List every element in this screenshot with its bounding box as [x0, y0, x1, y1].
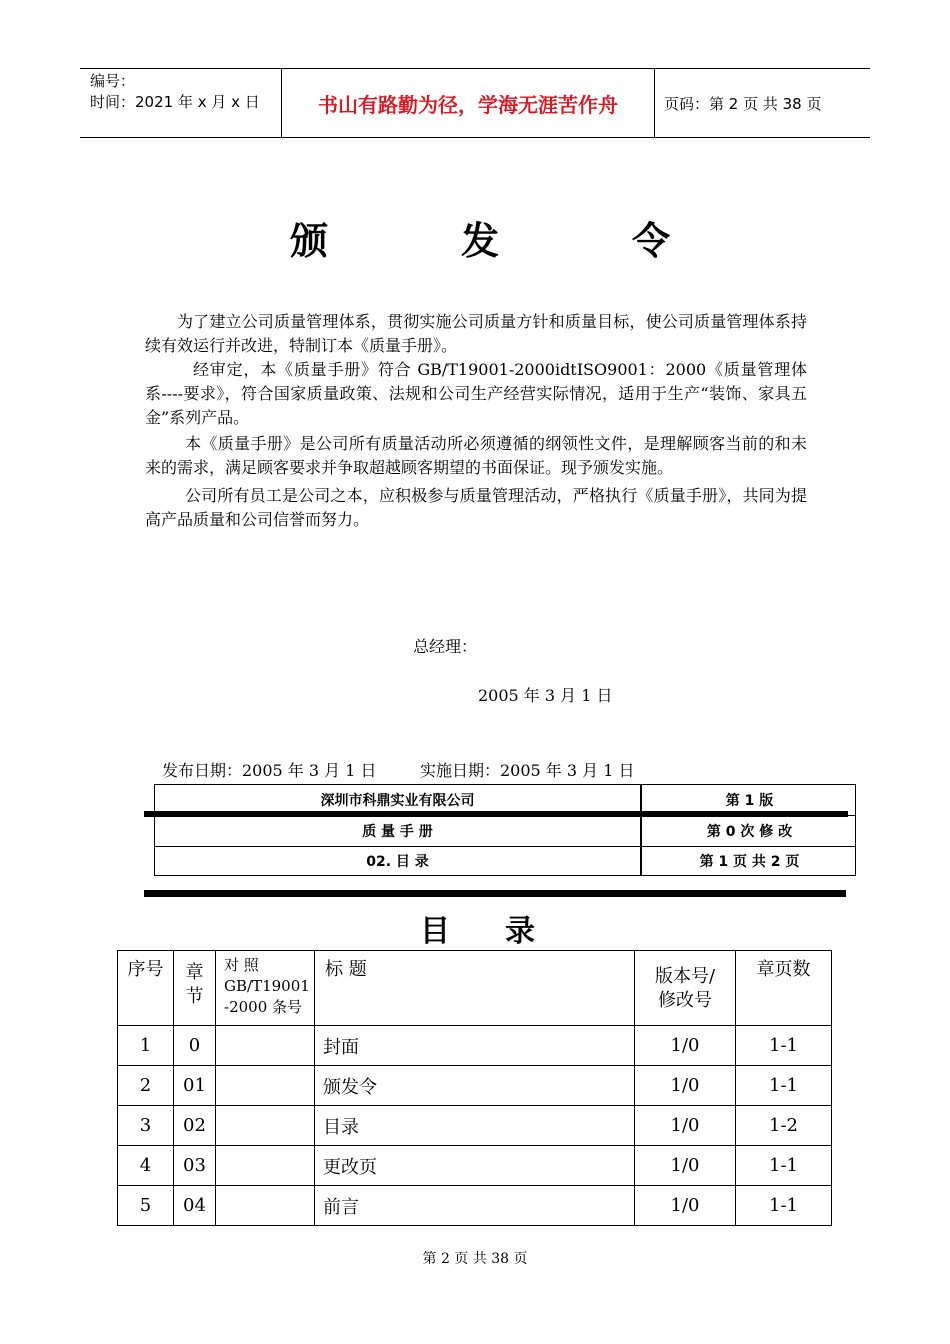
- ref-header-line: GB/T19001: [224, 977, 310, 995]
- signer-label: 总经理：: [413, 637, 478, 656]
- chapter-header-line: 节: [185, 986, 204, 1007]
- seq-cell: 5: [118, 1186, 174, 1226]
- title-cell: 颁发令: [315, 1066, 635, 1106]
- seq-cell: 2: [118, 1066, 174, 1106]
- toc-header-row: [118, 951, 832, 1026]
- version-cell: 1/0: [635, 1106, 736, 1146]
- title-cell: 目录: [315, 1106, 635, 1146]
- decree-paragraph: 经审定，本《质量手册》符合 GB/T19001-2000idtISO9001：2000《质量管理体系----要求》，符合国家质量政策、法规和公司生产经营实际情况，适用于生产“装饰、家具五金”系列产品。: [145, 360, 807, 427]
- decree-paragraph: 本《质量手册》是公司所有质量活动所必须遵循的纲领性文件，是理解顾客当前的和未来的需求，满足顾客要求并争取超越顾客期望的书面保证。现予颁发实施。: [145, 434, 807, 477]
- toc-title-char: 目: [420, 914, 450, 949]
- title-header-text: 标 题: [325, 959, 367, 980]
- pages-label: 第 1 页 共 2 页: [640, 847, 857, 875]
- edition-label: 第 1 版: [640, 785, 857, 815]
- ref-header: [216, 951, 315, 1026]
- chapter-cell: 0: [174, 1026, 216, 1066]
- pages-cell: 1-2: [736, 1106, 832, 1146]
- chapter-cell: 02: [174, 1106, 216, 1146]
- chapter-cell: 03: [174, 1146, 216, 1186]
- ref-cell: [216, 1026, 315, 1066]
- decree-title-char: 颁: [290, 219, 329, 263]
- control-row: [155, 816, 855, 847]
- pages-cell: 1-1: [736, 1186, 832, 1226]
- ref-cell: [216, 1106, 315, 1146]
- header-page-info: 页码：第 2 页 共 38 页: [664, 94, 822, 113]
- section-label: 02. 目 录: [366, 854, 429, 870]
- company-name: 深圳市科鼎实业有限公司: [320, 793, 475, 809]
- pages-cell: 1-1: [736, 1026, 832, 1066]
- title-header: [315, 951, 635, 1026]
- decree-paragraph: 公司所有员工是公司之本，应积极参与质量管理活动，严格执行《质量手册》，共同为提高产品质量和公司信誉而努力。: [145, 486, 807, 529]
- revision-label: 第 0 次 修 改: [640, 816, 857, 846]
- title-cell: 封面: [315, 1026, 635, 1066]
- version-header: [635, 951, 736, 1026]
- manual-label: 质 量 手 册: [362, 824, 433, 840]
- version-cell: 1/0: [635, 1146, 736, 1186]
- pages-header-text: 章页数: [756, 959, 811, 980]
- title-cell: 前言: [315, 1186, 635, 1226]
- title-cell: 更改页: [315, 1146, 635, 1186]
- table-row: [118, 1026, 832, 1066]
- table-row: [118, 1146, 832, 1186]
- document-control-table: [154, 784, 856, 876]
- chapter-header-line: 章: [185, 962, 204, 983]
- effective-date: 实施日期：2005 年 3 月 1 日: [420, 761, 635, 780]
- pages-cell: 1-1: [736, 1066, 832, 1106]
- decree-title-char: 令: [631, 219, 670, 263]
- page-header: [80, 68, 870, 138]
- header-motto: 书山有路勤为径，学海无涯苦作舟: [281, 69, 655, 137]
- version-cell: 1/0: [635, 1186, 736, 1226]
- pages-cell: 1-1: [736, 1146, 832, 1186]
- number-label: 编号：: [90, 72, 136, 90]
- header-meta: [80, 69, 280, 137]
- version-cell: 1/0: [635, 1066, 736, 1106]
- time-label: 时间：2021 年 x 月 x 日: [90, 93, 260, 111]
- issue-date: 发布日期：2005 年 3 月 1 日: [162, 761, 377, 780]
- divider: [144, 811, 848, 817]
- toc-title: [420, 906, 535, 950]
- seq-cell: 4: [118, 1146, 174, 1186]
- table-row: [118, 1186, 832, 1226]
- decree-title-char: 发: [460, 219, 499, 263]
- seq-header: [118, 951, 174, 1026]
- toc-title-char: 录: [505, 914, 535, 949]
- ref-header-line: 对 照: [224, 956, 259, 974]
- chapter-cell: 04: [174, 1186, 216, 1226]
- decree-title: [290, 210, 670, 265]
- pages-header: [736, 951, 832, 1026]
- ref-cell: [216, 1186, 315, 1226]
- toc-table: [117, 950, 832, 1226]
- seq-header-text: 序号: [127, 959, 164, 980]
- ref-cell: [216, 1066, 315, 1106]
- ref-header-line: -2000 条号: [224, 998, 303, 1016]
- version-header-line: 修改号: [658, 990, 712, 1011]
- seq-cell: 1: [118, 1026, 174, 1066]
- page-footer: 第 2 页 共 38 页: [422, 1251, 528, 1267]
- decree-paragraph: 为了建立公司质量管理体系，贯彻实施公司质量方针和质量目标，使公司质量管理体系持续有效运行并改进，特制订本《质量手册》。: [145, 312, 807, 355]
- table-row: [118, 1066, 832, 1106]
- divider: [144, 890, 846, 897]
- version-cell: 1/0: [635, 1026, 736, 1066]
- version-header-line: 版本号/: [654, 966, 716, 987]
- decree-date: 2005 年 3 月 1 日: [478, 686, 613, 705]
- ref-cell: [216, 1146, 315, 1186]
- control-row: [155, 847, 855, 875]
- chapter-cell: 01: [174, 1066, 216, 1106]
- seq-cell: 3: [118, 1106, 174, 1146]
- table-row: [118, 1106, 832, 1146]
- chapter-header: [174, 951, 216, 1026]
